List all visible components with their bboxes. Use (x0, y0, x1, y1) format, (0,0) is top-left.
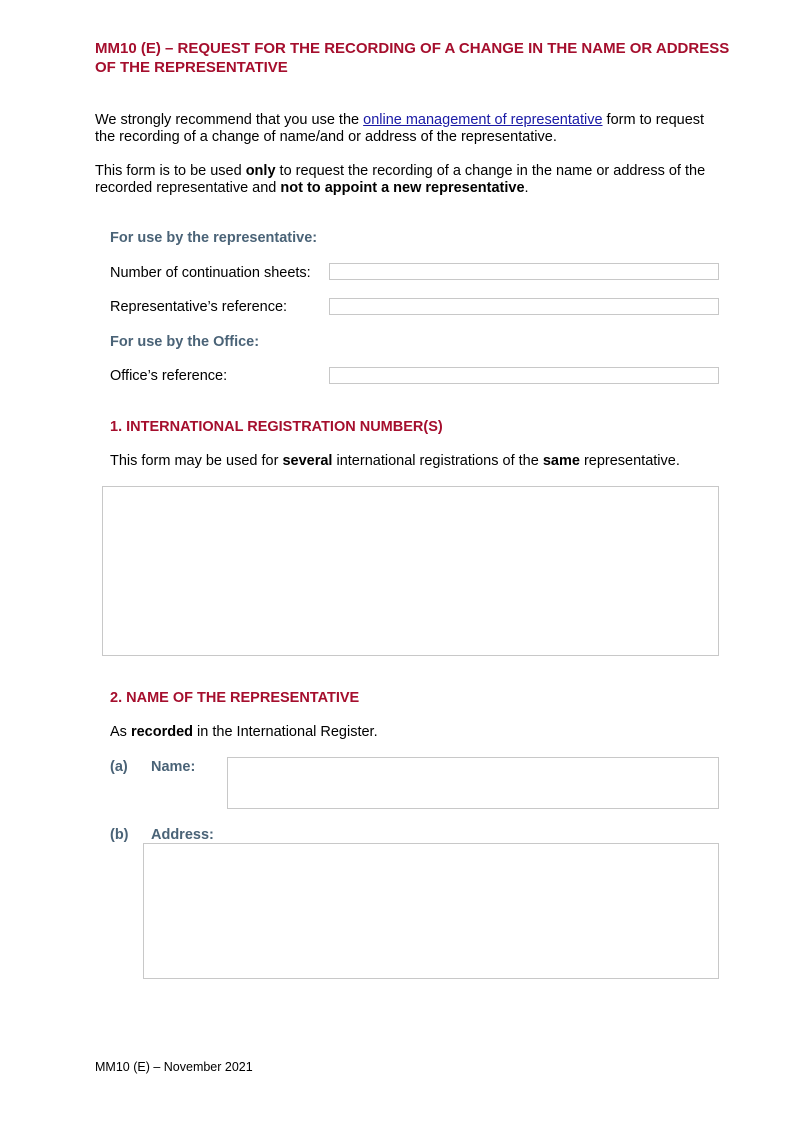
name-label: Name: (151, 759, 196, 775)
page-title: MM10 (E) – REQUEST FOR THE RECORDING OF A CHANGE IN THE NAME OR ADDRESS OF THE REPRESENTATIVE (95, 40, 730, 76)
name-marker: (a) (110, 759, 128, 775)
usage-text-2: to request the recording of a change in the name or address of the recorded representative and (95, 163, 706, 196)
section-2-description (110, 724, 378, 740)
representative-reference-label: Representative’s reference: (110, 299, 288, 315)
intro-text-1: We strongly recommend that you use the (95, 112, 364, 128)
section-1-title: 1. INTERNATIONAL REGISTRATION NUMBER(S) (110, 419, 443, 435)
representative-name-field (227, 757, 719, 809)
office-use-heading: For use by the Office: (110, 334, 260, 350)
office-reference-field (329, 367, 719, 384)
address-label: Address: (151, 827, 214, 843)
registration-numbers-input[interactable] (103, 487, 718, 655)
s1-text-same: same (542, 453, 580, 469)
usage-text-end: . (524, 180, 529, 196)
intro-paragraph-online (95, 112, 725, 146)
address-marker: (b) (110, 827, 129, 843)
office-reference-input[interactable] (330, 368, 718, 383)
representative-name-input[interactable] (228, 758, 718, 808)
online-management-link[interactable]: online management of representative (363, 112, 603, 128)
representative-reference-field (329, 298, 719, 315)
s1-text-several: several (282, 453, 333, 469)
section-1-description (110, 453, 680, 469)
section-2-title: 2. NAME OF THE REPRESENTATIVE (110, 690, 360, 706)
s2-text-1: As (110, 724, 131, 740)
representative-address-input[interactable] (144, 844, 718, 978)
representative-address-field (143, 843, 719, 979)
usage-text-not-appoint: not to appoint a new representative (280, 180, 525, 196)
usage-text-1: This form is to be used (95, 163, 246, 179)
office-reference-label: Office’s reference: (110, 368, 228, 384)
s2-text-2: in the International Register. (193, 724, 378, 740)
intro-paragraph-usage (95, 163, 725, 197)
intro-text-2: form to request the recording of a change of name/and or address of the representative. (95, 112, 705, 145)
s2-text-recorded: recorded (130, 724, 194, 740)
continuation-sheets-label: Number of continuation sheets: (110, 265, 311, 281)
usage-text-only: only (245, 163, 276, 179)
continuation-sheets-field (329, 263, 719, 280)
s1-text-end: representative. (579, 453, 680, 469)
continuation-sheets-input[interactable] (330, 264, 718, 279)
s1-text-1: This form may be used for (110, 453, 283, 469)
representative-use-heading: For use by the representative: (110, 230, 318, 246)
footer-form-id: MM10 (E) – November 2021 (95, 1060, 253, 1074)
s1-text-2: international registrations of the (332, 453, 543, 469)
registration-numbers-field (102, 486, 719, 656)
representative-reference-input[interactable] (330, 299, 718, 314)
